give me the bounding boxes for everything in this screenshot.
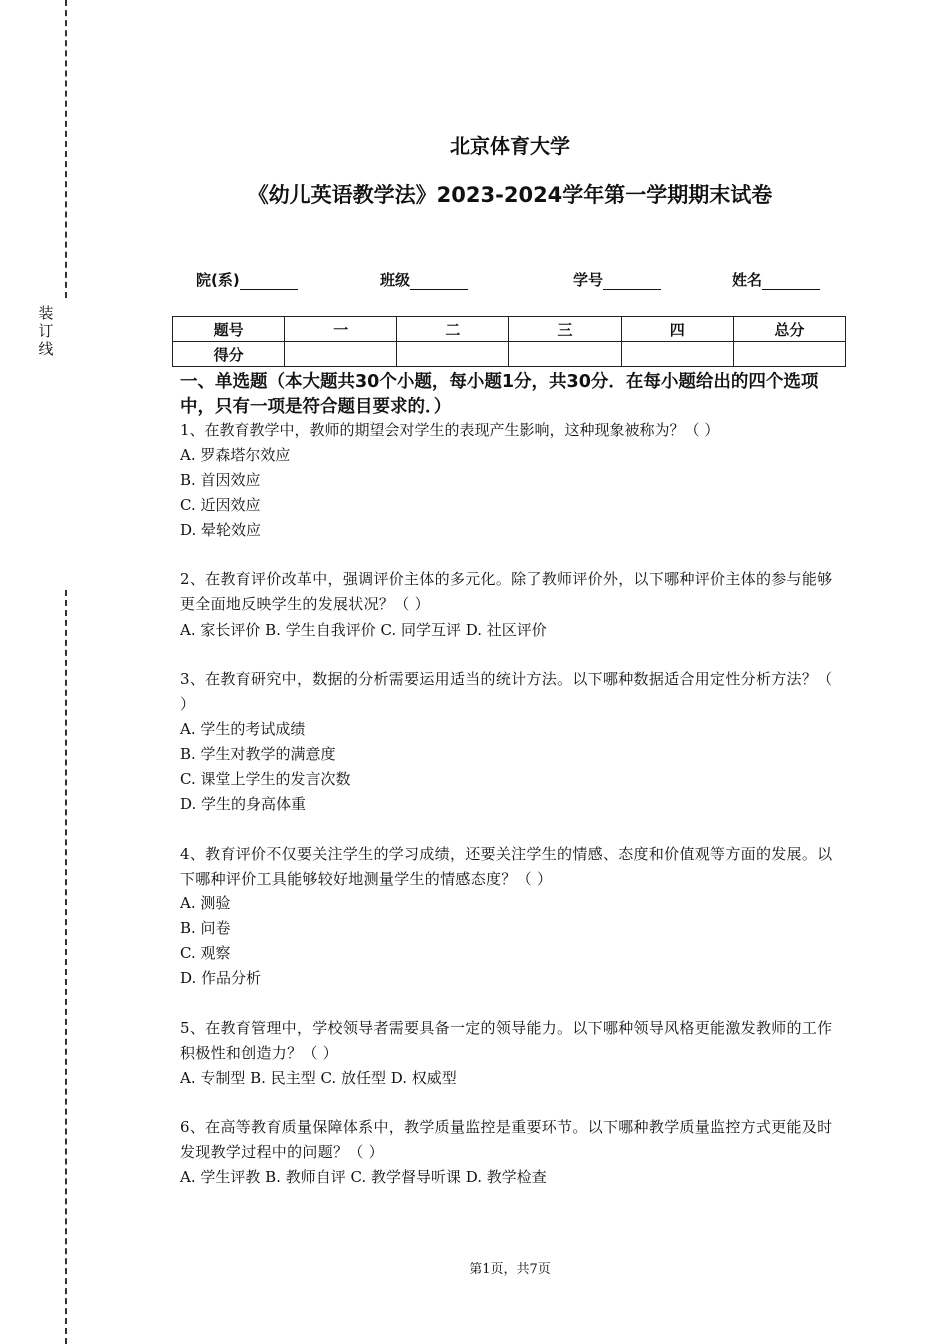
question-4-text: 4、教育评价不仅要关注学生的学习成绩，还要关注学生的情感、态度和价值观等方面的发展。以下哪种评价工具能够较好地测量学生的情感态度？（ ）	[180, 845, 833, 888]
score-table-column: 总分	[733, 317, 845, 342]
binding-char: 订	[38, 322, 54, 340]
page-number: 第1页，共7页	[469, 1262, 551, 1277]
question-2-text: 2、在教育评价改革中，强调评价主体的多元化。除了教师评价外，以下哪种评价主体的参与能够更全面地反映学生的发展状况？（ ）	[180, 570, 833, 613]
question-4-option: D. 作品分析	[180, 969, 262, 987]
score-table-score-row	[173, 342, 846, 367]
name-blank[interactable]	[762, 273, 820, 290]
question-3-text: 3、在教育研究中，数据的分析需要运用适当的统计方法。以下哪种数据适合用定性分析方法？（ ）	[180, 670, 833, 713]
score-cell[interactable]	[733, 342, 845, 367]
question-3-option: A. 学生的考试成绩	[180, 720, 306, 738]
score-cell[interactable]	[285, 342, 397, 367]
name-label: 姓名	[732, 271, 763, 289]
question-3-option: B. 学生对教学的满意度	[180, 745, 336, 763]
score-table	[172, 316, 846, 367]
question-6-text: 6、在高等教育质量保障体系中，教学质量监控是重要环节。以下哪种教学质量监控方式更能及时发现教学过程中的问题？（ ）	[180, 1118, 833, 1161]
question-1-option: D. 晕轮效应	[180, 521, 262, 539]
question-4-option: B. 问卷	[180, 919, 231, 937]
score-cell[interactable]	[621, 342, 733, 367]
section-title: 一、单选题（本大题共30个小题，每小题1分，共30分．在每小题给出的四个选项中，只有一项是符合题目要求的．）	[180, 372, 819, 417]
question-5-text: 5、在教育管理中，学校领导者需要具备一定的领导能力。以下哪种领导风格更能激发教师的工作积极性和创造力？（ ）	[180, 1019, 833, 1062]
college-field	[196, 269, 298, 290]
student-id-label: 学号	[573, 271, 604, 289]
score-table-column: 一	[285, 317, 397, 342]
binding-dashed-line-bottom	[65, 590, 67, 1344]
class-field	[380, 269, 468, 290]
question-1-option: B. 首因效应	[180, 471, 261, 489]
score-cell[interactable]	[397, 342, 509, 367]
college-label: 院(系)	[196, 271, 240, 289]
score-table-column: 二	[397, 317, 509, 342]
question-4-option: C. 观察	[180, 944, 231, 962]
score-table-header-label: 题号	[173, 317, 285, 342]
student-info-row	[0, 269, 950, 293]
student-id-blank[interactable]	[603, 273, 661, 290]
score-cell[interactable]	[509, 342, 621, 367]
question-3-option: D. 学生的身高体重	[180, 795, 307, 813]
score-table-column: 三	[509, 317, 621, 342]
school-name: 北京体育大学	[450, 134, 570, 158]
student-id-field	[573, 269, 661, 290]
question-1-text: 1、在教育教学中，教师的期望会对学生的表现产生影响，这种现象被称为？（ ）	[180, 421, 720, 439]
score-table-column: 四	[621, 317, 733, 342]
binding-label	[37, 304, 55, 358]
question-2-options: A. 家长评价 B. 学生自我评价 C. 同学互评 D. 社区评价	[180, 621, 547, 639]
class-label: 班级	[380, 271, 411, 289]
class-blank[interactable]	[410, 273, 468, 290]
name-field	[732, 269, 820, 290]
question-6-options: A. 学生评教 B. 教师自评 C. 教学督导听课 D. 教学检查	[180, 1168, 547, 1186]
question-4-option: A. 测验	[180, 894, 231, 912]
college-blank[interactable]	[240, 273, 298, 290]
binding-char: 线	[38, 340, 54, 358]
question-1-option: C. 近因效应	[180, 496, 261, 514]
question-3-option: C. 课堂上学生的发言次数	[180, 770, 351, 788]
binding-char: 装	[38, 304, 54, 322]
score-table-header-row	[173, 317, 846, 342]
exam-title: 《幼儿英语教学法》2023-2024学年第一学期期末试卷	[247, 183, 773, 207]
question-1-option: A. 罗森塔尔效应	[180, 446, 291, 464]
question-5-options: A. 专制型 B. 民主型 C. 放任型 D. 权威型	[180, 1069, 457, 1087]
score-table-row-label: 得分	[173, 342, 285, 367]
